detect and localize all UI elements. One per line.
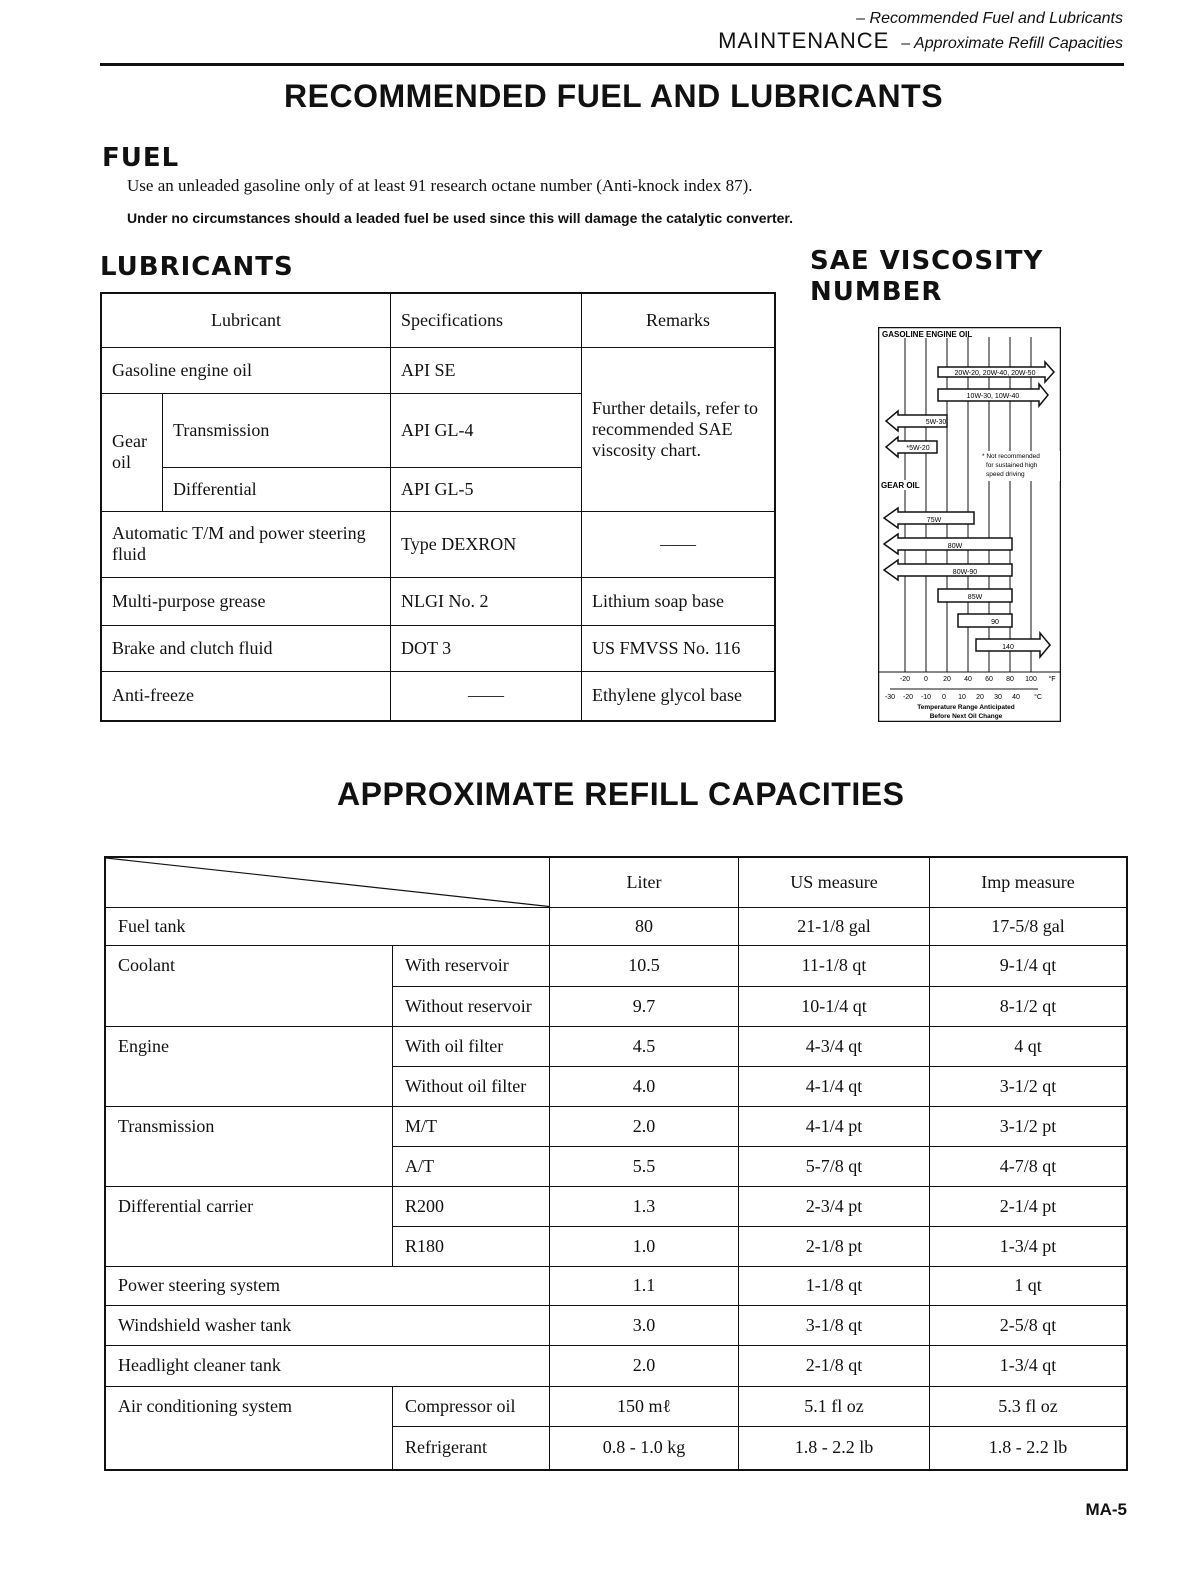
cell-imp: 4 qt: [930, 1026, 1128, 1066]
cell-liter: 0.8 - 1.0 kg: [550, 1426, 739, 1470]
item-air-conditioning: Air conditioning system: [105, 1386, 393, 1426]
svg-text:* Not recommended: * Not recommended: [982, 453, 1040, 460]
label-10w: 10W-30, 10W-40: [966, 393, 1020, 400]
sub-at: A/T: [393, 1146, 550, 1186]
lubricant-differential: Differential: [163, 467, 391, 511]
header-section: MAINTENANCE: [718, 28, 890, 53]
spec-gasoline: API SE: [391, 347, 582, 393]
fuel-text: Use an unleaded gasoline only of at least 91 research octane number (Anti-knock index 87).: [127, 176, 753, 195]
sub-with-oil-filter: With oil filter: [393, 1026, 550, 1066]
label-140: 140: [1002, 644, 1014, 651]
gear-oil-label: GEAR OIL: [881, 481, 920, 490]
svg-text:20: 20: [943, 676, 951, 683]
svg-text:Before Next Oil Change: Before Next Oil Change: [929, 713, 1003, 720]
cell-liter: 1.3: [550, 1186, 739, 1226]
cell-us: 21-1/8 gal: [739, 907, 930, 945]
page-number: MA-5: [1085, 1500, 1127, 1519]
item-engine: Engine: [105, 1026, 393, 1066]
cell-imp: 1-3/4 pt: [930, 1226, 1128, 1266]
col-header-us: US measure: [739, 857, 930, 907]
svg-text:40: 40: [1012, 694, 1020, 701]
cell-us: 10-1/4 qt: [739, 986, 930, 1026]
cell-liter: 1.1: [550, 1266, 739, 1305]
cell-liter: 4.5: [550, 1026, 739, 1066]
label-5w30: 5W-30: [925, 419, 947, 426]
sub-compressor-oil: Compressor oil: [393, 1386, 550, 1426]
header-blank-cell: [105, 857, 550, 907]
page-header: [718, 10, 1123, 54]
cell-liter: 80: [550, 907, 739, 945]
cell-imp: 3-1/2 pt: [930, 1106, 1128, 1146]
label-5w20: *5W-20: [906, 445, 930, 452]
engine-oil-label: GASOLINE ENGINE OIL: [882, 330, 973, 339]
sae-viscosity-chart: [878, 327, 1061, 722]
cell-imp: 1 qt: [930, 1266, 1128, 1305]
fuel-warning: Under no circumstances should a leaded fuel be used since this will damage the catalytic converter.: [127, 210, 793, 226]
svg-text:100: 100: [1025, 676, 1037, 683]
cell-liter: 10.5: [550, 945, 739, 986]
capacities-table: [104, 856, 1128, 1471]
svg-text:Temperature Range Anticipated: Temperature Range Anticipated: [917, 704, 1015, 711]
lubricant-atf: Automatic T/M and power steering fluid: [101, 511, 391, 577]
spec-brake: DOT 3: [391, 625, 582, 671]
cell-imp: 2-1/4 pt: [930, 1186, 1128, 1226]
cell-imp: 8-1/2 qt: [930, 986, 1128, 1026]
svg-text:for sustained high: for sustained high: [986, 462, 1038, 469]
svg-text:speed driving: speed driving: [986, 471, 1025, 478]
label-80w90: 80W-90: [952, 569, 978, 576]
cell-liter: 2.0: [550, 1345, 739, 1386]
cell-us: 4-3/4 qt: [739, 1026, 930, 1066]
svg-text:10: 10: [958, 694, 966, 701]
item-fuel-tank: Fuel tank: [105, 907, 550, 945]
cell-liter: 9.7: [550, 986, 739, 1026]
svg-text:-30: -30: [884, 694, 896, 701]
header-subtitle-2: – Approximate Refill Capacities: [901, 35, 1123, 52]
remark-atf: ——: [582, 511, 776, 577]
item-differential-carrier: Differential carrier: [105, 1186, 393, 1226]
label-75w: 75W: [926, 517, 942, 524]
lubricants-heading: LUBRICANTS: [100, 252, 294, 282]
cell-us: 2-1/8 pt: [739, 1226, 930, 1266]
svg-text:80: 80: [1006, 676, 1014, 683]
cell-imp: 2-5/8 qt: [930, 1305, 1128, 1345]
cell-us: 5.1 fl oz: [739, 1386, 930, 1426]
sub-mt: M/T: [393, 1106, 550, 1146]
item-coolant: Coolant: [105, 945, 393, 986]
cell-imp: 1-3/4 qt: [930, 1345, 1128, 1386]
lubricant-grease: Multi-purpose grease: [101, 577, 391, 625]
cell-us: 1.8 - 2.2 lb: [739, 1426, 930, 1470]
bar-90: [958, 614, 1012, 627]
lubricant-antifreeze: Anti-freeze: [101, 671, 391, 721]
col-header-remarks: Remarks: [582, 293, 776, 347]
cell-us: 11-1/8 qt: [739, 945, 930, 986]
sub-refrigerant: Refrigerant: [393, 1426, 550, 1470]
cell-liter: 150 mℓ: [550, 1386, 739, 1426]
svg-text:20: 20: [976, 694, 984, 701]
label-90: 90: [991, 619, 999, 626]
cell-us: 3-1/8 qt: [739, 1305, 930, 1345]
spec-antifreeze: ——: [391, 671, 582, 721]
remarks-oil: Further details, refer to recommended SAE viscosity chart.: [582, 347, 776, 511]
lubricant-brake: Brake and clutch fluid: [101, 625, 391, 671]
sae-heading-line2: NUMBER: [810, 277, 943, 307]
remark-brake: US FMVSS No. 116: [582, 625, 776, 671]
label-80w: 80W: [947, 543, 963, 550]
svg-text:°F: °F: [1048, 676, 1056, 683]
remark-antifreeze: Ethylene glycol base: [582, 671, 776, 721]
sub-r200: R200: [393, 1186, 550, 1226]
cell-us: 5-7/8 qt: [739, 1146, 930, 1186]
cell-us: 2-1/8 qt: [739, 1345, 930, 1386]
item-power-steering: Power steering system: [105, 1266, 550, 1305]
col-header-lubricant: Lubricant: [101, 293, 391, 347]
spec-atf: Type DEXRON: [391, 511, 582, 577]
item-transmission: Transmission: [105, 1106, 393, 1146]
cell-imp: 17-5/8 gal: [930, 907, 1128, 945]
cell-us: 2-3/4 pt: [739, 1186, 930, 1226]
svg-text:-20: -20: [902, 694, 914, 701]
svg-text:0: 0: [924, 676, 928, 683]
celsius-scale: [885, 693, 1042, 701]
item-headlight-cleaner: Headlight cleaner tank: [105, 1345, 550, 1386]
sae-heading: [810, 246, 1043, 308]
diagonal-rule: [106, 858, 549, 907]
sub-without-oil-filter: Without oil filter: [393, 1066, 550, 1106]
cell-imp: 3-1/2 qt: [930, 1066, 1128, 1106]
remark-grease: Lithium soap base: [582, 577, 776, 625]
fuel-heading: FUEL: [102, 143, 180, 173]
label-85w: 85W: [967, 594, 983, 601]
svg-text:°C: °C: [1034, 694, 1042, 701]
cell-liter: 1.0: [550, 1226, 739, 1266]
cell-liter: 4.0: [550, 1066, 739, 1106]
cell-imp: 1.8 - 2.2 lb: [930, 1426, 1128, 1470]
cell-liter: 5.5: [550, 1146, 739, 1186]
spec-grease: NLGI No. 2: [391, 577, 582, 625]
sae-heading-line1: SAE VISCOSITY: [810, 246, 1044, 276]
cell-us: 1-1/8 qt: [739, 1266, 930, 1305]
cell-liter: 3.0: [550, 1305, 739, 1345]
svg-text:0: 0: [942, 694, 946, 701]
sub-r180: R180: [393, 1226, 550, 1266]
spec-differential: API GL-5: [391, 467, 582, 511]
lubricants-table: [100, 292, 776, 722]
cell-imp: 4-7/8 qt: [930, 1146, 1128, 1186]
spec-transmission: API GL-4: [391, 393, 582, 467]
sub-with-reservoir: With reservoir: [393, 945, 550, 986]
cell-imp: 9-1/4 qt: [930, 945, 1128, 986]
label-20w: 20W-20, 20W-40, 20W-50: [954, 370, 1036, 377]
capacities-title: APPROXIMATE REFILL CAPACITIES: [337, 776, 905, 812]
lubricant-gear-oil: Gear oil: [101, 393, 163, 511]
header-subtitle-1: – Recommended Fuel and Lubricants: [856, 10, 1123, 27]
svg-text:-10: -10: [920, 694, 932, 701]
col-header-specifications: Specifications: [391, 293, 582, 347]
col-header-liter: Liter: [550, 857, 739, 907]
page-title: RECOMMENDED FUEL AND LUBRICANTS: [284, 78, 944, 114]
svg-text:40: 40: [964, 676, 972, 683]
cell-us: 4-1/4 pt: [739, 1106, 930, 1146]
col-header-imp: Imp measure: [930, 857, 1128, 907]
svg-text:30: 30: [994, 694, 1002, 701]
svg-text:-20: -20: [899, 676, 911, 683]
cell-liter: 2.0: [550, 1106, 739, 1146]
lubricant-gasoline: Gasoline engine oil: [101, 347, 391, 393]
sub-without-reservoir: Without reservoir: [393, 986, 550, 1026]
cell-us: 4-1/4 qt: [739, 1066, 930, 1106]
svg-text:60: 60: [985, 676, 993, 683]
lubricant-transmission: Transmission: [163, 393, 391, 467]
cell-imp: 5.3 fl oz: [930, 1386, 1128, 1426]
item-washer-tank: Windshield washer tank: [105, 1305, 550, 1345]
header-rule: [100, 63, 1124, 66]
